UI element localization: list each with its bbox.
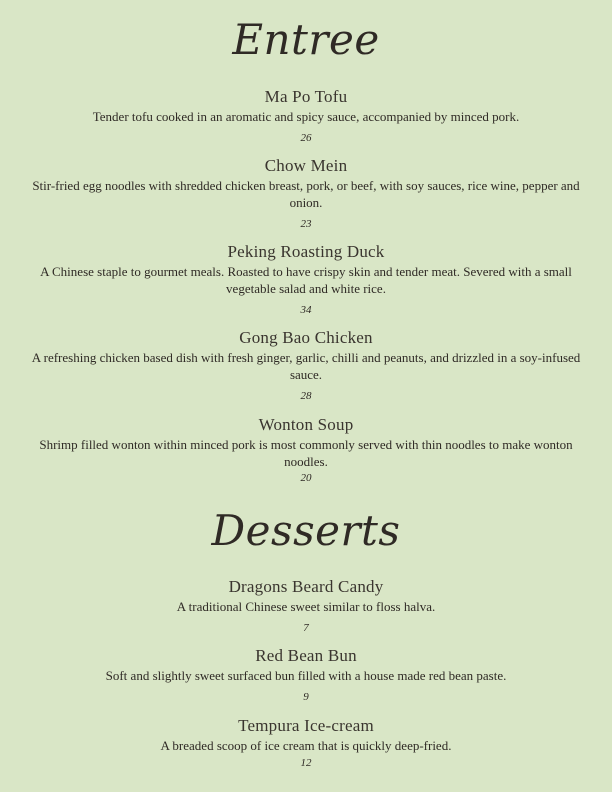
desserts-heading: Desserts [211, 506, 401, 555]
menu-item-description: A traditional Chinese sweet similar to floss halva. [176, 599, 436, 614]
menu-item-price: 12 [300, 757, 312, 769]
menu-item-price: 23 [300, 218, 312, 230]
menu-item-description: A Chinese staple to gourmet meals. Roasted to have crispy skin and tender meat. Severed with a small vegetable salad and white rice. [40, 264, 572, 296]
menu-item-price: 28 [300, 390, 312, 402]
menu-item-description: Shrimp filled wonton within minced pork is most commonly served with thin noodles to make wonton noodles. [39, 437, 573, 469]
menu-item-peking-roasting-duck [30, 242, 582, 317]
menu-item-red-bean-bun [30, 646, 582, 704]
menu-item-name: Tempura Ice-cream [238, 716, 374, 735]
menu-item-description: Stir-fried egg noodles with shredded chicken breast, pork, or beef, with soy sauces, rice wine, pepper and onion. [32, 178, 580, 210]
menu-item-description: Tender tofu cooked in an aromatic and spicy sauce, accompanied by minced pork. [92, 109, 520, 124]
menu-item-name: Dragons Beard Candy [228, 577, 384, 596]
menu-item-description: A refreshing chicken based dish with fresh ginger, garlic, chilli and peanuts, and drizzled in a soy-infused sauce. [31, 350, 581, 382]
menu-item-description: Soft and slightly sweet surfaced bun filled with a house made red bean paste. [105, 668, 507, 683]
menu-item-price: 34 [300, 304, 312, 316]
menu-item-description: A breaded scoop of ice cream that is quickly deep-fried. [160, 738, 452, 753]
menu-item-name: Gong Bao Chicken [239, 328, 373, 347]
menu-item-ma-po-tofu [30, 87, 582, 145]
menu-item-price: 26 [300, 132, 312, 144]
menu-item-dragons-beard-candy [30, 577, 582, 635]
menu-item-name: Red Bean Bun [255, 646, 357, 665]
menu-item-price: 9 [303, 691, 309, 703]
entree-heading: Entree [232, 15, 380, 64]
menu-item-name: Wonton Soup [258, 415, 354, 434]
menu-item-wonton-soup [30, 415, 582, 485]
menu-item-chow-mein [30, 156, 582, 231]
menu-item-name: Ma Po Tofu [264, 87, 348, 106]
menu-item-name: Peking Roasting Duck [227, 242, 385, 261]
menu-item-price: 20 [300, 472, 312, 484]
menu-item-name: Chow Mein [264, 156, 348, 175]
menu-item-tempura-ice-cream [30, 716, 582, 770]
menu-item-price: 7 [303, 622, 309, 634]
menu-item-gong-bao-chicken [30, 328, 582, 403]
